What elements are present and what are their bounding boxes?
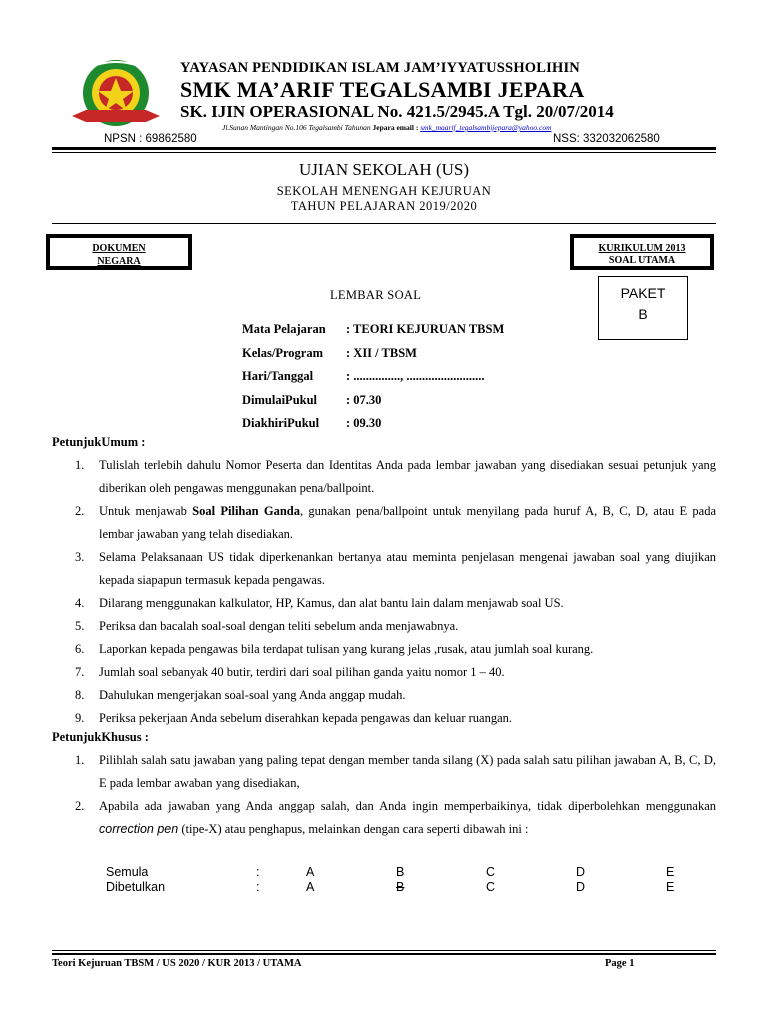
list-item bbox=[52, 615, 716, 638]
item-text-italic: correction pen bbox=[99, 822, 179, 836]
item-number: 5. bbox=[75, 619, 85, 633]
footer-rule-thin bbox=[52, 950, 716, 951]
info-label: Kelas/Program bbox=[242, 345, 323, 360]
exam-subtitle-year: TAHUN PELAJARAN 2019/2020 bbox=[290, 199, 478, 213]
sample-option: C bbox=[486, 865, 496, 879]
letterhead-rule-thin bbox=[52, 152, 716, 153]
letterhead-rule-thick bbox=[52, 147, 716, 150]
sample-option: D bbox=[576, 880, 586, 894]
sample-colon: : bbox=[256, 865, 260, 879]
footer-rule-thick bbox=[52, 953, 716, 955]
info-label: Mata Pelajaran bbox=[242, 322, 326, 336]
item-number: 1. bbox=[75, 458, 85, 472]
list-item bbox=[52, 546, 716, 592]
general-instructions-list bbox=[52, 454, 716, 730]
school-name: SMK MA’ARIF TEGALSAMBI JEPARA bbox=[180, 77, 585, 102]
item-text-pre: Apabila ada jawaban yang Anda anggap salah, dan Anda ingin memperbaikinya, tidak diperbolehkan menggunakan bbox=[99, 799, 716, 813]
item-text-post: (tipe-X) atau penghapus, melainkan dengan cara seperti dibawah ini : bbox=[178, 822, 529, 836]
list-item bbox=[52, 661, 716, 684]
list-item bbox=[52, 592, 716, 615]
item-text-pre: Untuk menjawab bbox=[99, 504, 193, 518]
item-number: 9. bbox=[75, 711, 85, 725]
info-value: : 07.30 bbox=[346, 392, 382, 407]
paket-code: B bbox=[638, 306, 648, 322]
sample-option: E bbox=[666, 880, 675, 894]
sample-option: B bbox=[396, 865, 405, 879]
item-number: 2. bbox=[75, 799, 85, 813]
item-number: 6. bbox=[75, 642, 85, 656]
kurikulum-box bbox=[570, 234, 714, 270]
school-address bbox=[222, 123, 551, 132]
specific-instructions-list bbox=[52, 749, 716, 841]
general-instructions-heading: PetunjukUmum : bbox=[52, 435, 146, 449]
item-text: Periksa dan bacalah soal-soal dengan teliti sebelum anda menjawabnya. bbox=[99, 619, 459, 633]
info-row-date bbox=[242, 369, 504, 393]
kurikulum-label: KURIKULUM 2013 bbox=[598, 243, 686, 254]
list-item bbox=[52, 500, 716, 546]
item-text: Selama Pelaksanaan US tidak diperkenankan bertanya atau meminta penjelasan mengenai jawaban soal yang diujikan kepada siapapun termasuk kepada pengawas. bbox=[99, 550, 716, 587]
specific-instructions-heading: PetunjukKhusus : bbox=[52, 730, 149, 744]
sample-option: A bbox=[306, 865, 315, 879]
item-text-post: , gunakan pena/ballpoint untuk menyilang pada huruf A, B, C, D, atau E pada lembar jawaban yang telah disediakan. bbox=[99, 504, 717, 541]
item-text: Jumlah soal sebanyak 40 butir, terdiri dari soal pilihan ganda yaitu nomor 1 – 40. bbox=[99, 665, 505, 679]
title-rule bbox=[52, 223, 716, 224]
address-city-email-label: Jepara email : bbox=[372, 123, 419, 132]
lembar-soal-heading: LEMBAR SOAL bbox=[330, 288, 422, 302]
sample-option: A bbox=[306, 880, 315, 894]
info-value: : XII / TBSM bbox=[346, 345, 417, 360]
address-text: Jl.Sunan Mantingan No.106 Tegalsambi Tahunan bbox=[222, 123, 371, 132]
item-number: 7. bbox=[75, 665, 85, 679]
item-number: 3. bbox=[75, 550, 85, 564]
paket-label: PAKET bbox=[620, 285, 666, 301]
list-item bbox=[52, 454, 716, 500]
sample-option: D bbox=[576, 865, 586, 879]
exam-info-table bbox=[242, 322, 504, 440]
item-text: Dilarang menggunakan kalkulator, HP, Kamus, dan alat bantu lain dalam menjawab soal US. bbox=[99, 596, 564, 610]
nss: NSS: 332032062580 bbox=[553, 133, 660, 145]
foundation-name: YAYASAN PENDIDIKAN ISLAM JAM’IYYATUSSHOLIHIN bbox=[180, 60, 580, 76]
sample-option-corrected: B bbox=[396, 880, 405, 894]
list-item bbox=[52, 638, 716, 661]
item-number: 2. bbox=[75, 504, 85, 518]
negara-label: NEGARA bbox=[97, 256, 141, 267]
dokumen-label: DOKUMEN bbox=[92, 243, 146, 254]
sample-option: E bbox=[666, 865, 675, 879]
sample-colon: : bbox=[256, 880, 260, 894]
item-text: Dahulukan mengerjakan soal-soal yang Anda anggap mudah. bbox=[99, 688, 406, 702]
list-item bbox=[52, 707, 716, 730]
item-text: Laporkan kepada pengawas bila terdapat tulisan yang kurang jelas ,rusak, atau jumlah soal kurang. bbox=[99, 642, 594, 656]
item-number: 8. bbox=[75, 688, 85, 702]
npsn: NPSN : 69862580 bbox=[104, 133, 197, 145]
exam-title: UJIAN SEKOLAH (US) bbox=[299, 160, 469, 179]
email-link[interactable]: smk_maarif_tegalsambijepara@yahoo.com bbox=[420, 123, 552, 132]
footer-page-number: Page 1 bbox=[605, 958, 635, 969]
dokumen-negara-box bbox=[46, 234, 192, 270]
info-row-end bbox=[242, 416, 504, 440]
footer-document-code: Teori Kejuruan TBSM / US 2020 / KUR 2013 / UTAMA bbox=[52, 958, 302, 969]
item-text-bold: Soal Pilihan Ganda bbox=[192, 504, 300, 518]
list-item bbox=[52, 749, 716, 795]
operational-license: SK. IJIN OPERASIONAL No. 421.5/2945.A Tgl. 20/07/2014 bbox=[180, 102, 614, 121]
paket-box bbox=[598, 276, 688, 340]
school-logo-icon bbox=[66, 58, 166, 128]
sample-option: C bbox=[486, 880, 496, 894]
info-value: : ..............., ......................... bbox=[346, 369, 485, 383]
info-label: DiakhiriPukul bbox=[242, 416, 320, 430]
info-row-class bbox=[242, 346, 504, 370]
item-text: Tulislah terlebih dahulu Nomor Peserta dan Identitas Anda pada lembar jawaban yang disediakan sesuai petunjuk yang diberikan oleh pengawas menggunakan pena/ballpoint. bbox=[99, 458, 716, 495]
info-value: : 09.30 bbox=[346, 416, 382, 430]
list-item bbox=[52, 684, 716, 707]
info-row-start bbox=[242, 393, 504, 417]
item-number: 4. bbox=[75, 596, 85, 610]
info-row-subject bbox=[242, 322, 504, 346]
info-value: : TEORI KEJURUAN TBSM bbox=[346, 322, 505, 336]
exam-subtitle-school: SEKOLAH MENENGAH KEJURUAN bbox=[276, 184, 492, 198]
item-number: 1. bbox=[75, 753, 85, 767]
info-label: Hari/Tanggal bbox=[242, 369, 314, 383]
info-label: DimulaiPukul bbox=[242, 392, 318, 407]
sample-label-dibetulkan: Dibetulkan bbox=[106, 880, 166, 894]
item-text: Periksa pekerjaan Anda sebelum diserahkan kepada pengawas dan keluar ruangan. bbox=[99, 711, 513, 725]
soal-utama-label: SOAL UTAMA bbox=[608, 255, 676, 266]
item-text: Pilihlah salah satu jawaban yang paling tepat dengan member tanda silang (X) pada salah satu pilihan jawaban A, B, C, D, E pada lembar awaban yang disediakan, bbox=[99, 753, 716, 790]
sample-label-semula: Semula bbox=[106, 865, 149, 879]
list-item bbox=[52, 795, 716, 841]
